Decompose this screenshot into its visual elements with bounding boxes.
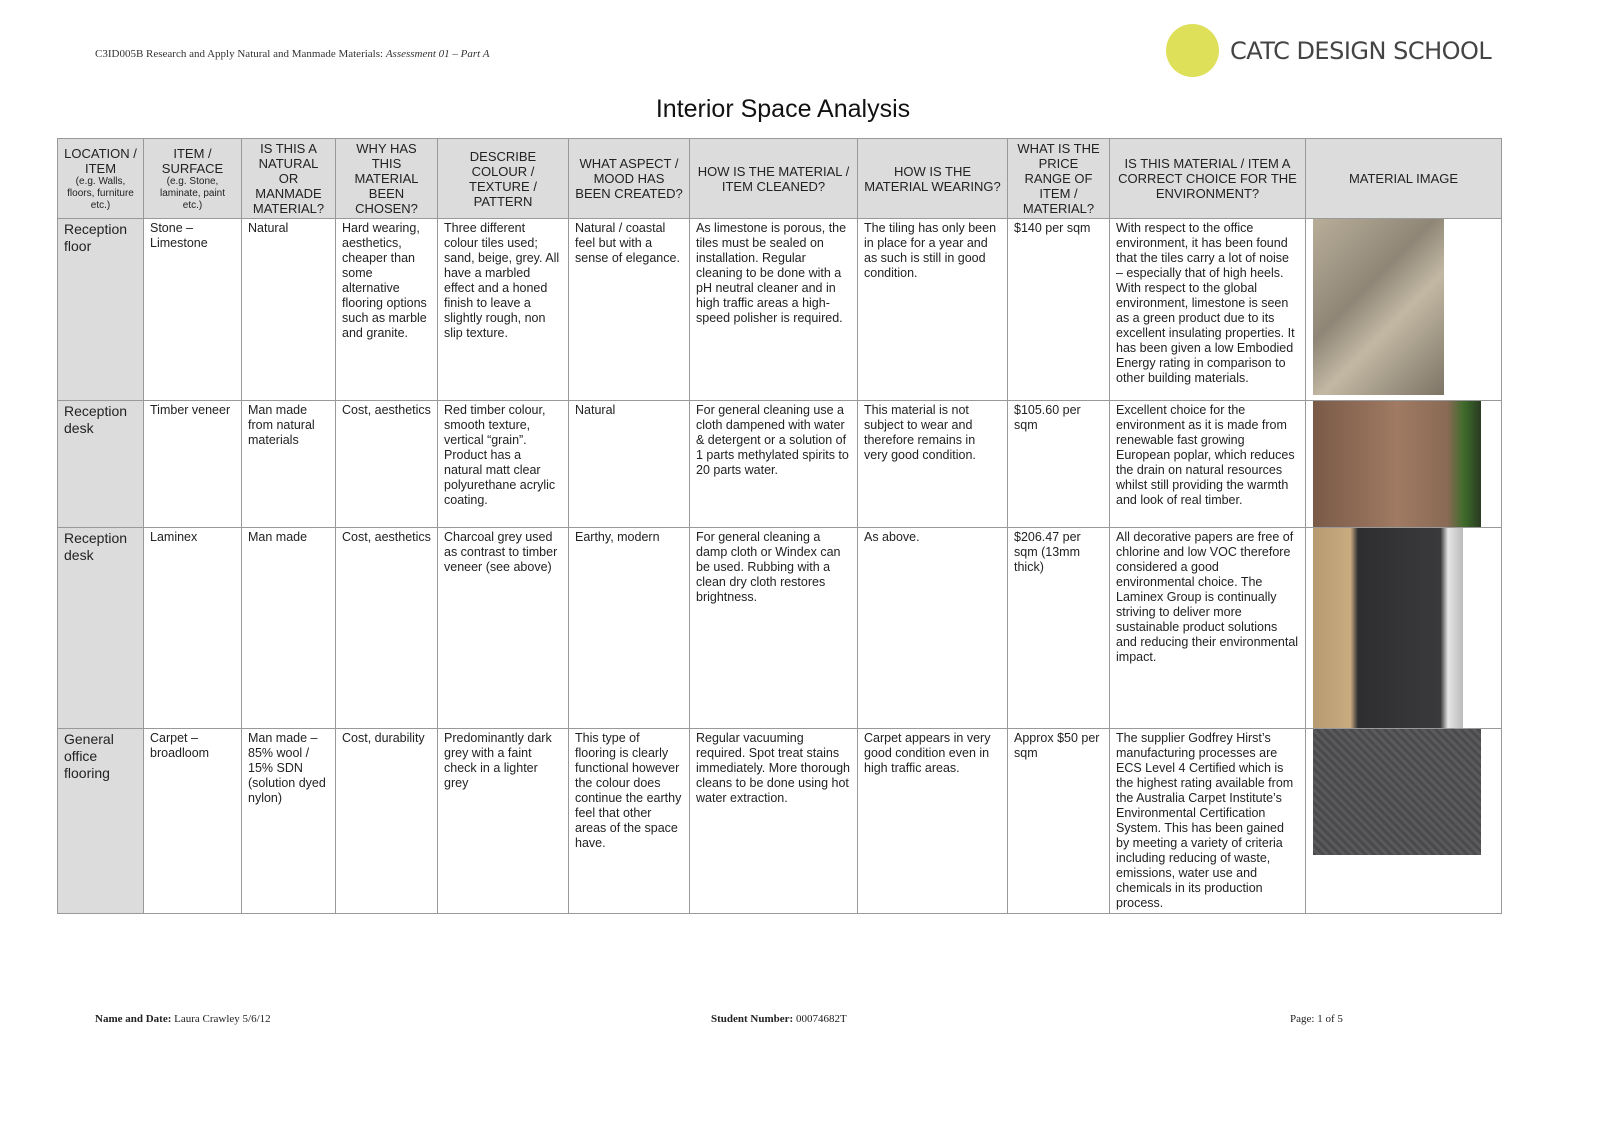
document-header <box>95 48 490 60</box>
timber-veneer-image <box>1313 401 1481 527</box>
cell-location: Reception desk <box>58 401 144 528</box>
cell-describe: Charcoal grey used as contrast to timber veneer (see above) <box>438 528 569 729</box>
logo-text: CATC DESIGN SCHOOL <box>1230 36 1492 65</box>
cell-image <box>1306 219 1502 401</box>
col-why: WHY HAS THIS MATERIAL BEEN CHOSEN? <box>336 139 438 219</box>
cell-mood: Natural / coastal feel but with a sense of elegance. <box>569 219 690 401</box>
cell-why: Cost, aesthetics <box>336 401 438 528</box>
cell-mood: Natural <box>569 401 690 528</box>
cell-mood: Earthy, modern <box>569 528 690 729</box>
cell-location: Reception floor <box>58 219 144 401</box>
cell-wearing: As above. <box>858 528 1008 729</box>
table-row <box>58 401 1502 528</box>
col-environment: IS THIS MATERIAL / ITEM A CORRECT CHOICE FOR THE ENVIRONMENT? <box>1110 139 1306 219</box>
cell-location: General office flooring <box>58 729 144 914</box>
school-logo <box>1166 24 1491 77</box>
cell-cleaned: Regular vacuuming required. Spot treat stains immediately. More thorough cleans to be done using hot water extraction. <box>690 729 858 914</box>
cell-why: Hard wearing, aesthetics, cheaper than some alternative flooring options such as marble and granite. <box>336 219 438 401</box>
table-row <box>58 528 1502 729</box>
cell-price: $140 per sqm <box>1008 219 1110 401</box>
cell-mood: This type of flooring is clearly functional however the colour does continue the earthy feel that other areas of the space have. <box>569 729 690 914</box>
col-mood: WHAT ASPECT / MOOD HAS BEEN CREATED? <box>569 139 690 219</box>
cell-why: Cost, durability <box>336 729 438 914</box>
cell-wearing: This material is not subject to wear and therefore remains in very good condition. <box>858 401 1008 528</box>
cell-item: Carpet – broadloom <box>144 729 242 914</box>
cell-describe: Predominantly dark grey with a faint check in a lighter grey <box>438 729 569 914</box>
col-price: WHAT IS THE PRICE RANGE OF ITEM / MATERIAL? <box>1008 139 1110 219</box>
carpet-image <box>1313 729 1481 855</box>
cell-item: Timber veneer <box>144 401 242 528</box>
col-describe: DESCRIBE COLOUR / TEXTURE / PATTERN <box>438 139 569 219</box>
cell-describe: Red timber colour, smooth texture, vertical “grain”. Product has a natural matt clear polyurethane acrylic coating. <box>438 401 569 528</box>
cell-type: Man made from natural materials <box>242 401 336 528</box>
cell-wearing: The tiling has only been in place for a year and as such is still in good condition. <box>858 219 1008 401</box>
laminex-image <box>1313 528 1463 728</box>
cell-image <box>1306 729 1502 914</box>
course-title: C3ID005B Research and Apply Natural and Manmade Materials: <box>95 48 384 60</box>
header-row <box>58 139 1502 219</box>
assessment-label: Assessment 01 – Part A <box>385 48 490 60</box>
col-wearing: HOW IS THE MATERIAL WEARING? <box>858 139 1008 219</box>
table-row <box>58 729 1502 914</box>
col-item: ITEM / SURFACE (e.g. Stone, laminate, paint etc.) <box>144 139 242 219</box>
col-cleaned: HOW IS THE MATERIAL / ITEM CLEANED? <box>690 139 858 219</box>
cell-type: Natural <box>242 219 336 401</box>
table-row <box>58 219 1502 401</box>
cell-image <box>1306 401 1502 528</box>
footer-student-number: Student Number: 00074682T <box>711 1013 847 1025</box>
footer-name-date: Name and Date: Laura Crawley 5/6/12 <box>95 1013 271 1025</box>
footer-page-number: Page: 1 of 5 <box>1290 1013 1343 1025</box>
cell-environment: Excellent choice for the environment as it is made from renewable fast growing European poplar, which reduces the drain on natural resources whilst still providing the warmth and look of real timber. <box>1110 401 1306 528</box>
cell-price: $105.60 per sqm <box>1008 401 1110 528</box>
page-title: Interior Space Analysis <box>655 95 911 123</box>
logo-circle-icon <box>1166 24 1219 77</box>
cell-item: Stone – Limestone <box>144 219 242 401</box>
col-location: LOCATION / ITEM (e.g. Walls, floors, furniture etc.) <box>58 139 144 219</box>
cell-price: Approx $50 per sqm <box>1008 729 1110 914</box>
cell-cleaned: For general cleaning a damp cloth or Windex can be used. Rubbing with a clean dry cloth restores brightness. <box>690 528 858 729</box>
analysis-table <box>57 138 1502 914</box>
cell-environment: All decorative papers are free of chlorine and low VOC therefore considered a good environmental choice. The Laminex Group is continually striving to deliver more sustainable product solutions and reducing their environmental impact. <box>1110 528 1306 729</box>
cell-cleaned: As limestone is porous, the tiles must be sealed on installation. Regular cleaning to be done with a pH neutral cleaner and in high traffic areas a high-speed polisher is required. <box>690 219 858 401</box>
cell-describe: Three different colour tiles used; sand, beige, grey. All have a marbled effect and a honed finish to leave a slightly rough, non slip texture. <box>438 219 569 401</box>
cell-environment: With respect to the office environment, it has been found that the tiles carry a lot of noise – especially that of high heels. With respect to the global environment, limestone is seen as a green product due to its excellent insulating properties. It has been given a low Embodied Energy rating in comparison to other building materials. <box>1110 219 1306 401</box>
limestone-image <box>1313 219 1444 395</box>
cell-environment: The supplier Godfrey Hirst’s manufacturing processes are ECS Level 4 Certified which is the highest rating available from the Australia Carpet Institute’s Environmental Certification System. This has been gained by meeting a variety of criteria including reducing of waste, emissions, water use and chemicals in its production process. <box>1110 729 1306 914</box>
col-image: MATERIAL IMAGE <box>1306 139 1502 219</box>
col-type: IS THIS A NATURAL OR MANMADE MATERIAL? <box>242 139 336 219</box>
cell-cleaned: For general cleaning use a cloth dampened with water & detergent or a solution of 1 parts methylated spirits to 20 parts water. <box>690 401 858 528</box>
cell-type: Man made <box>242 528 336 729</box>
cell-type: Man made – 85% wool / 15% SDN (solution dyed nylon) <box>242 729 336 914</box>
cell-item: Laminex <box>144 528 242 729</box>
cell-price: $206.47 per sqm (13mm thick) <box>1008 528 1110 729</box>
cell-location: Reception desk <box>58 528 144 729</box>
cell-image <box>1306 528 1502 729</box>
cell-wearing: Carpet appears in very good condition even in high traffic areas. <box>858 729 1008 914</box>
cell-why: Cost, aesthetics <box>336 528 438 729</box>
